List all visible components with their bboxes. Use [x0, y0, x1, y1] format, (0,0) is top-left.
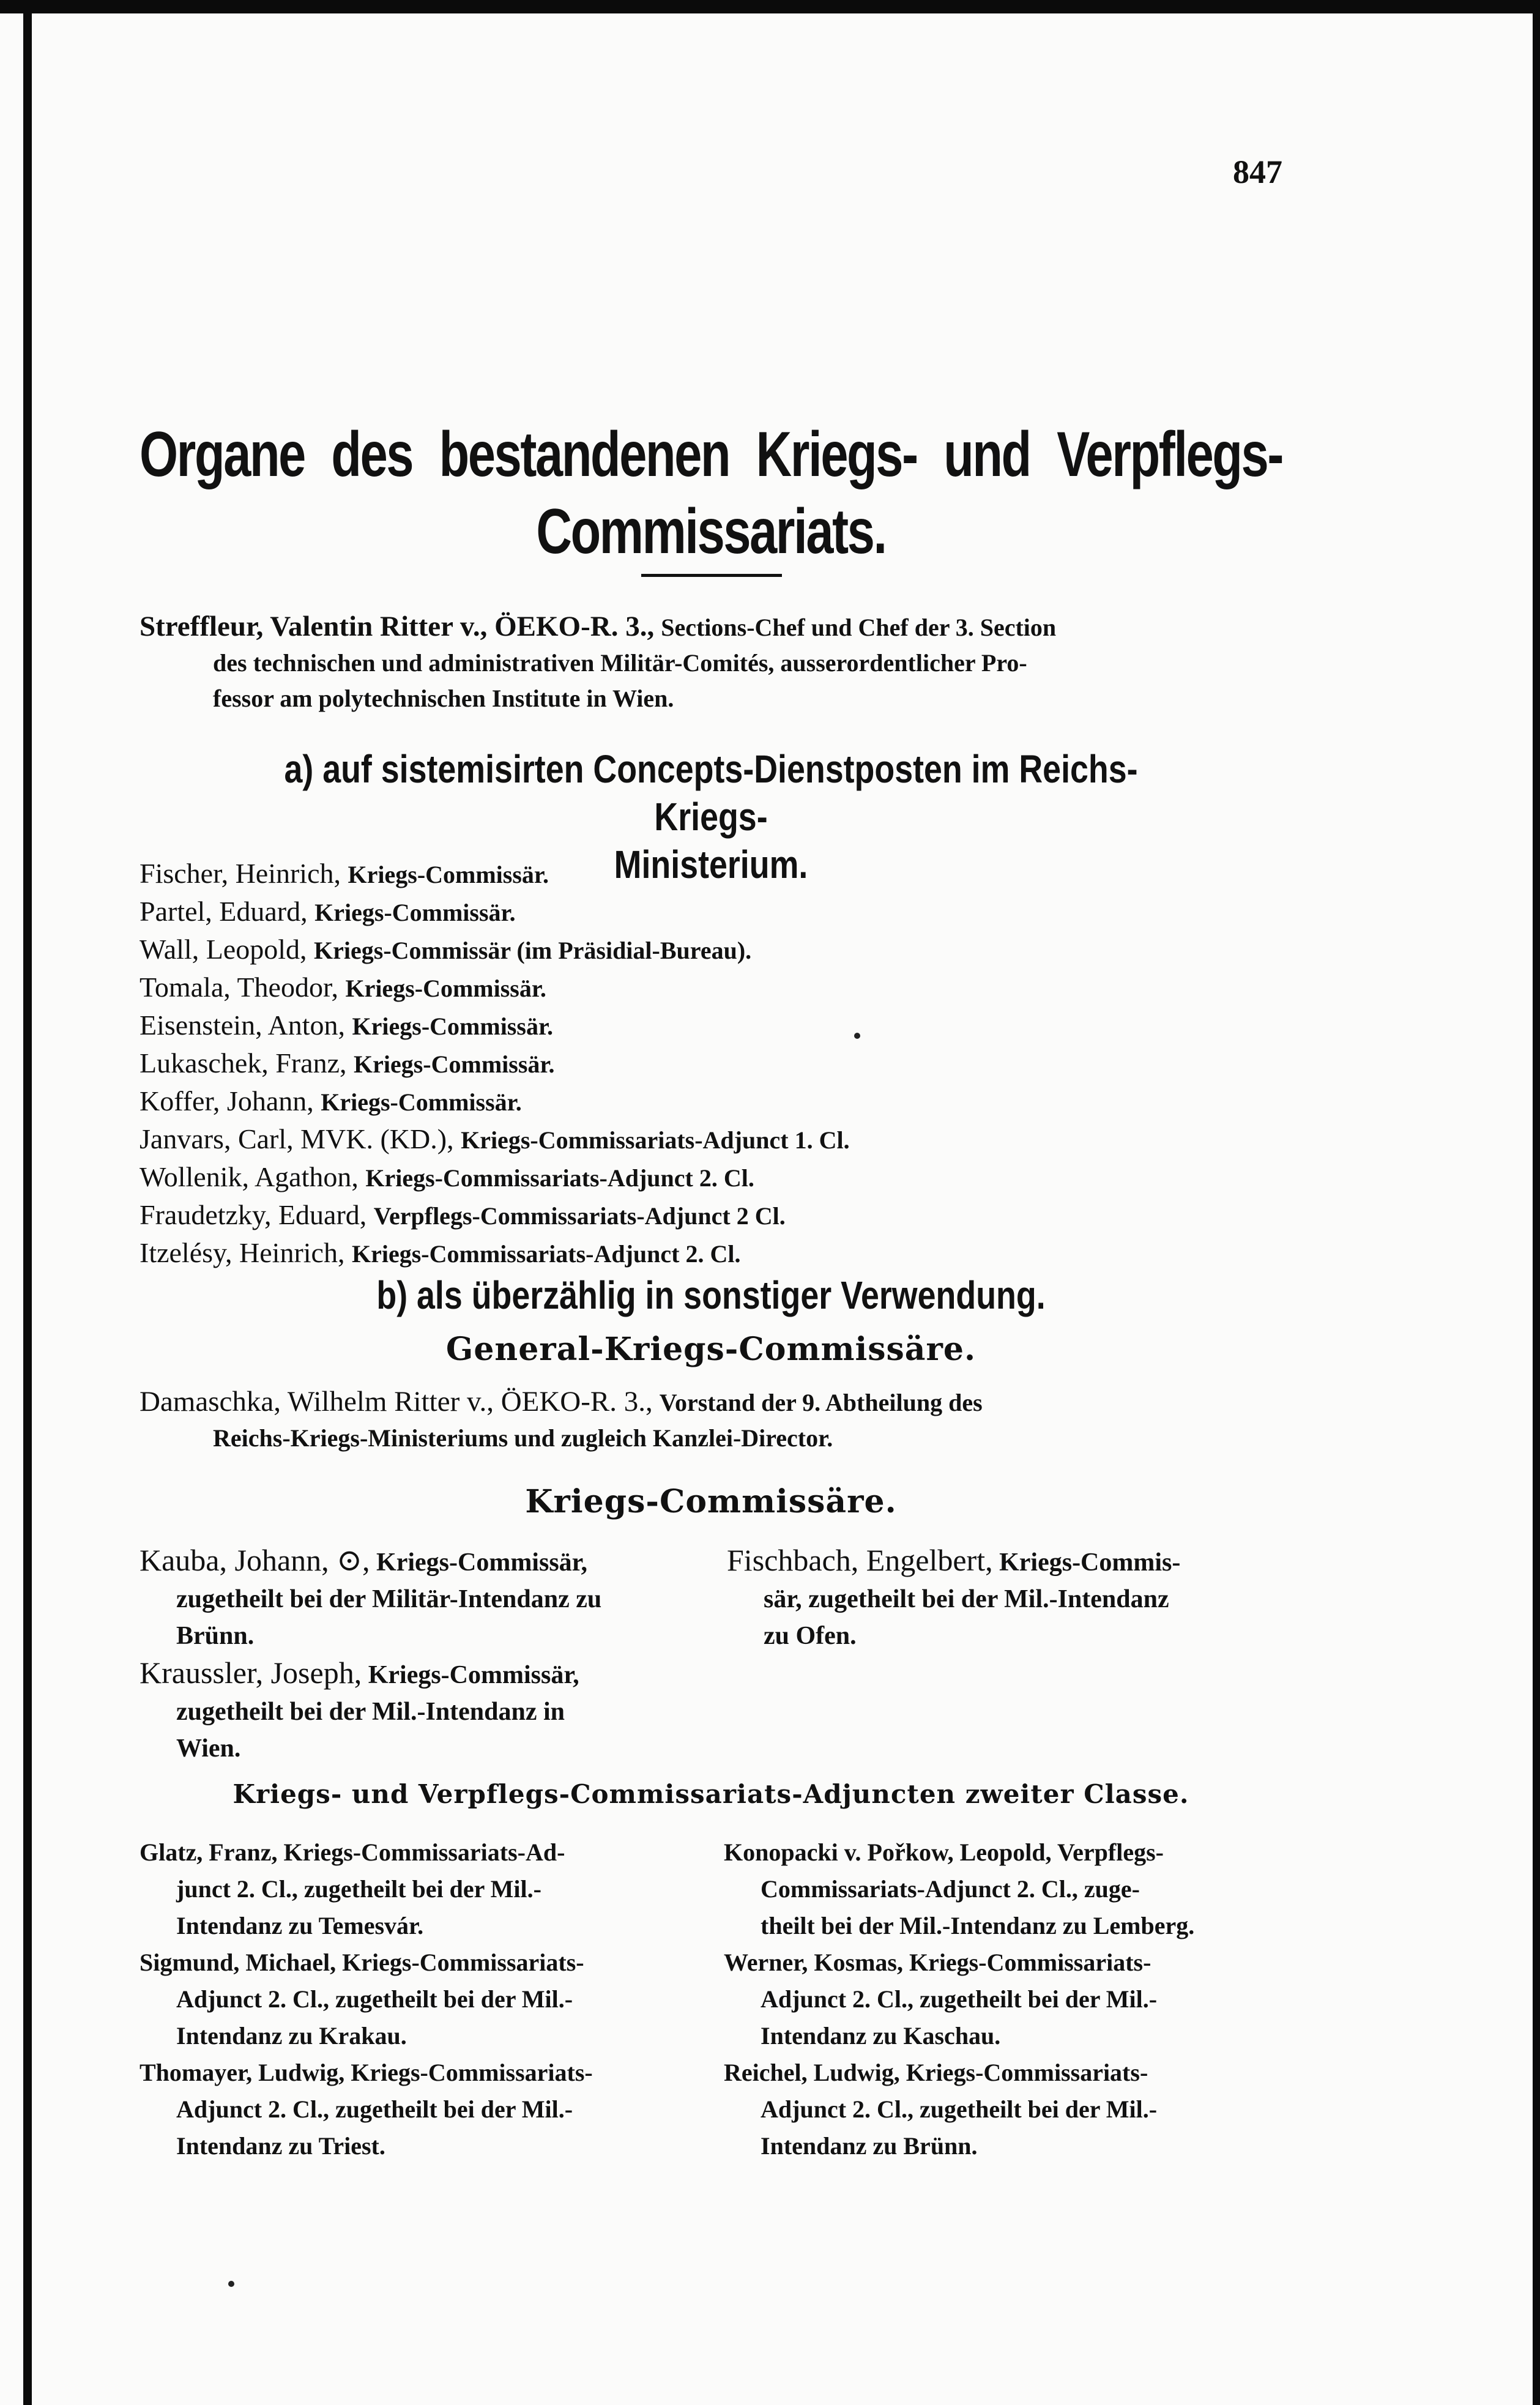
general-kriegs-commissaere-heading: General-Kriegs-Commissäre. — [445, 1331, 976, 1368]
list-item: Glatz, Franz, Kriegs-Commissariats-Ad- junct 2. Cl., zugetheilt bei der Mil.- Intendanz zu Temesvár. — [139, 1838, 565, 1939]
intro-entry: Streffleur, Valentin Ritter v., ÖEKO-R. 3., Sections-Chef und Chef der 3. Section des technischen und administrativen Militär-Comités, ausserordentlicher Pro- fessor am polytechnischen Institute in Wien. — [139, 611, 1057, 712]
page-number: 847 — [1233, 154, 1282, 190]
list-item: Kauba, Johann, ⊙, Kriegs-Commissär, zugetheilt bei der Militär-Intendanz zu Brünn. — [139, 1543, 602, 1650]
list-item: Janvars, Carl, MVK. (KD.), Kriegs-Commissariats-Adjunct 1. Cl. — [139, 1123, 850, 1154]
section-a-heading: a) auf sistemisirten Concepts-Dienstposten im Reichs-Kriegs- Ministerium. — [284, 747, 1138, 887]
list-item: Konopacki v. Pořkow, Leopold, Verpflegs- Commissariats-Adjunct 2. Cl., zuge- theilt bei der Mil.-Intendanz zu Lemberg. — [724, 1838, 1195, 1939]
kc-right-column — [727, 1542, 1281, 1654]
list-item: Reichel, Ludwig, Kriegs-Commissariats- Adjunct 2. Cl., zugetheilt bei der Mil.- Intendanz zu Brünn. — [724, 2059, 1158, 2160]
list-item: Fischbach, Engelbert, Kriegs-Commis- sär, zugetheilt bei der Mil.-Intendanz zu Ofen. — [727, 1543, 1181, 1650]
title-rule — [641, 574, 782, 577]
scan-border-left — [23, 0, 32, 2405]
scan-speck — [854, 1033, 860, 1039]
kc-left-column — [139, 1542, 693, 1767]
list-item: Fraudetzky, Eduard, Verpflegs-Commissariats-Adjunct 2 Cl. — [139, 1199, 786, 1230]
section-b-heading: b) als überzählig in sonstiger Verwendung. — [376, 1273, 1046, 1317]
list-item: Partel, Eduard, Kriegs-Commissär. — [139, 896, 516, 927]
title-line-2: Commissariats. — [536, 496, 886, 567]
adj-right-column — [724, 1834, 1278, 2165]
title-line-1: Organe des bestandenen Kriegs- und Verpflegs- — [139, 419, 1283, 490]
list-item: Tomala, Theodor, Kriegs-Commissär. — [139, 972, 546, 1003]
scan-speck — [228, 2281, 234, 2287]
list-item: Kraussler, Joseph, Kriegs-Commissär, zugetheilt bei der Mil.-Intendanz in Wien. — [139, 1656, 579, 1763]
list-item: Koffer, Johann, Kriegs-Commissär. — [139, 1085, 522, 1117]
scan-border-right — [1533, 0, 1540, 2405]
list-item: Itzelésy, Heinrich, Kriegs-Commissariats-Adjunct 2. Cl. — [139, 1237, 741, 1268]
general-entry: Damaschka, Wilhelm Ritter v., ÖEKO-R. 3., Vorstand der 9. Abtheilung des Reichs-Kriegs-Ministeriums und zugleich Kanzlei-Director. — [139, 1386, 983, 1452]
list-item: Wollenik, Agathon, Kriegs-Commissariats-Adjunct 2. Cl. — [139, 1161, 754, 1192]
page-title — [139, 416, 1282, 570]
section-a-list — [139, 855, 1282, 1273]
list-item: Eisenstein, Anton, Kriegs-Commissär. — [139, 1009, 554, 1041]
adj-left-column — [139, 1834, 693, 2165]
list-item: Lukaschek, Franz, Kriegs-Commissär. — [139, 1047, 555, 1079]
list-item: Thomayer, Ludwig, Kriegs-Commissariats- Adjunct 2. Cl., zugetheilt bei der Mil.- Intendanz zu Triest. — [139, 2059, 593, 2160]
list-item: Wall, Leopold, Kriegs-Commissär (im Präsidial-Bureau). — [139, 934, 752, 965]
list-item: Fischer, Heinrich, Kriegs-Commissär. — [139, 858, 549, 889]
list-item: Sigmund, Michael, Kriegs-Commissariats- Adjunct 2. Cl., zugetheilt bei der Mil.- Intendanz zu Krakau. — [139, 1949, 584, 2050]
adjuncten-heading: Kriegs- und Verpflegs-Commissariats-Adjuncten zweiter Classe. — [232, 1779, 1189, 1809]
kriegs-commissaere-heading: Kriegs-Commissäre. — [525, 1483, 897, 1520]
scan-border-top — [0, 0, 1540, 13]
list-item: Werner, Kosmas, Kriegs-Commissariats- Adjunct 2. Cl., zugetheilt bei der Mil.- Intendanz zu Kaschau. — [724, 1949, 1158, 2050]
